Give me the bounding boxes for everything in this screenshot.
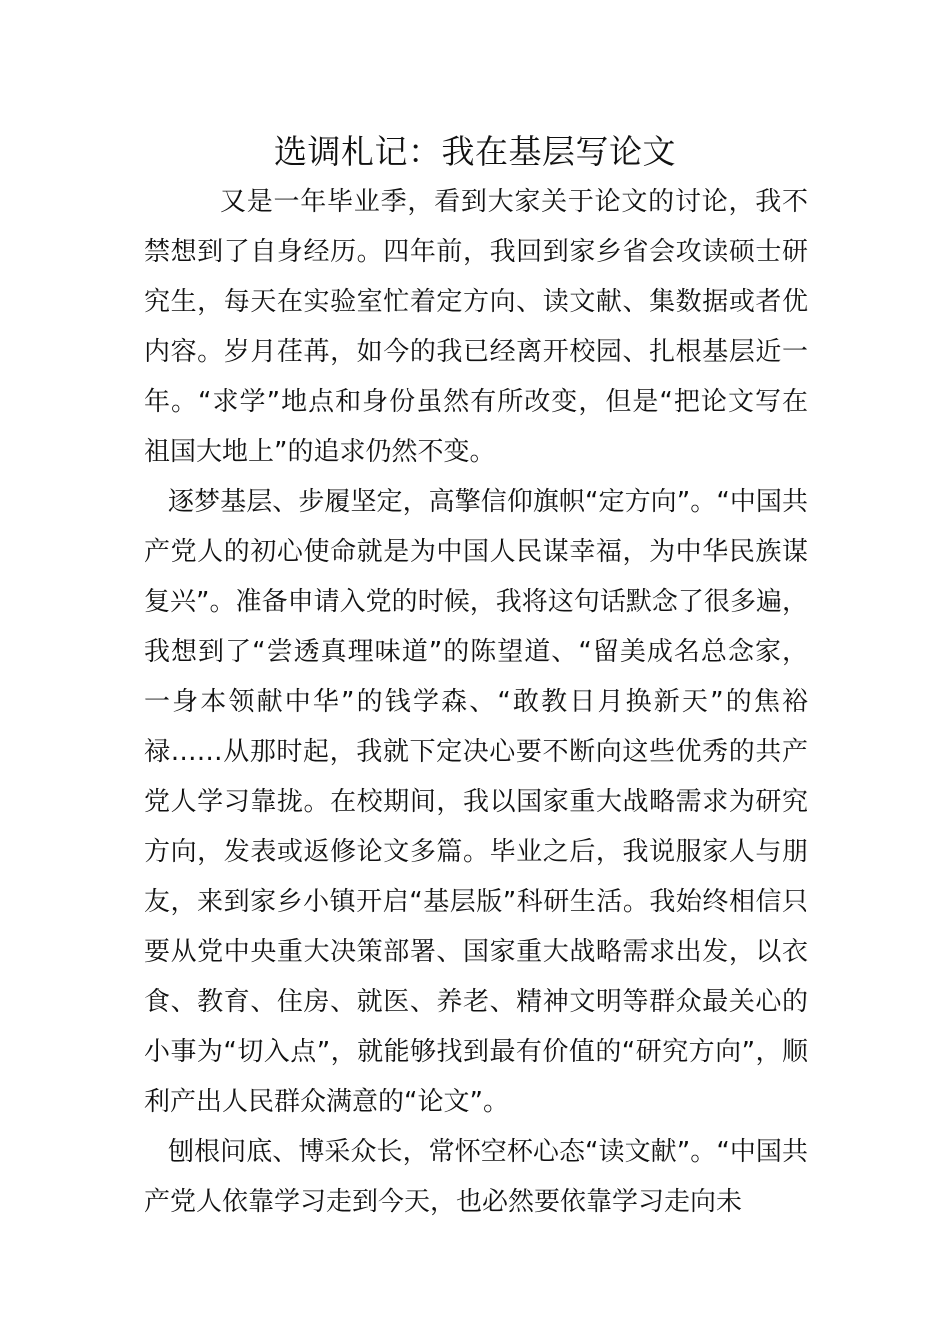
paragraph-1: 又是一年毕业季，看到大家关于论文的讨论，我不禁想到了自身经历。四年前，我回到家乡省会攻读硕士研究生，每天在实验室忙着定方向、读文献、集数据或者优内容。岁月荏苒，如今的我已经离开校园、扎根基层近一年。“求学”地点和身份虽然有所改变，但是“把论文写在祖国大地上”的追求仍然不变。 xyxy=(144,187,808,467)
paragraph-3: 刨根问底、博采众长，常怀空杯心态“读文献”。“中国共产党人依靠学习走到今天，也必然要依靠学习走向未 xyxy=(144,1137,808,1217)
document-title: 选调札记：我在基层写论文 xyxy=(274,132,676,171)
paragraph-2: 逐梦基层、步履坚定，高擎信仰旗帜“定方向”。“中国共产党人的初心使命就是为中国人民谋幸福，为中华民族谋复兴”。准备申请入党的时候，我将这句话默念了很多遍，我想到了“尝透真理味道”的陈望道、“留美成名总念家，一身本领献中华”的钱学森、“敢教日月换新天”的焦裕禄……从那时起，我就下定决心要不断向这些优秀的共产党人学习靠拢。在校期间，我以国家重大战略需求为研究方向，发表或返修论文多篇。毕业之后，我说服家人与朋友，来到家乡小镇开启“基层版”科研生活。我始终相信只要从党中央重大决策部署、国家重大战略需求出发，以衣食、教育、住房、就医、养老、精神文明等群众最关心的小事为“切入点”，就能够找到最有价值的“研究方向”，顺利产出人民群众满意的“论文”。 xyxy=(144,487,808,1117)
document-body xyxy=(144,177,808,1227)
